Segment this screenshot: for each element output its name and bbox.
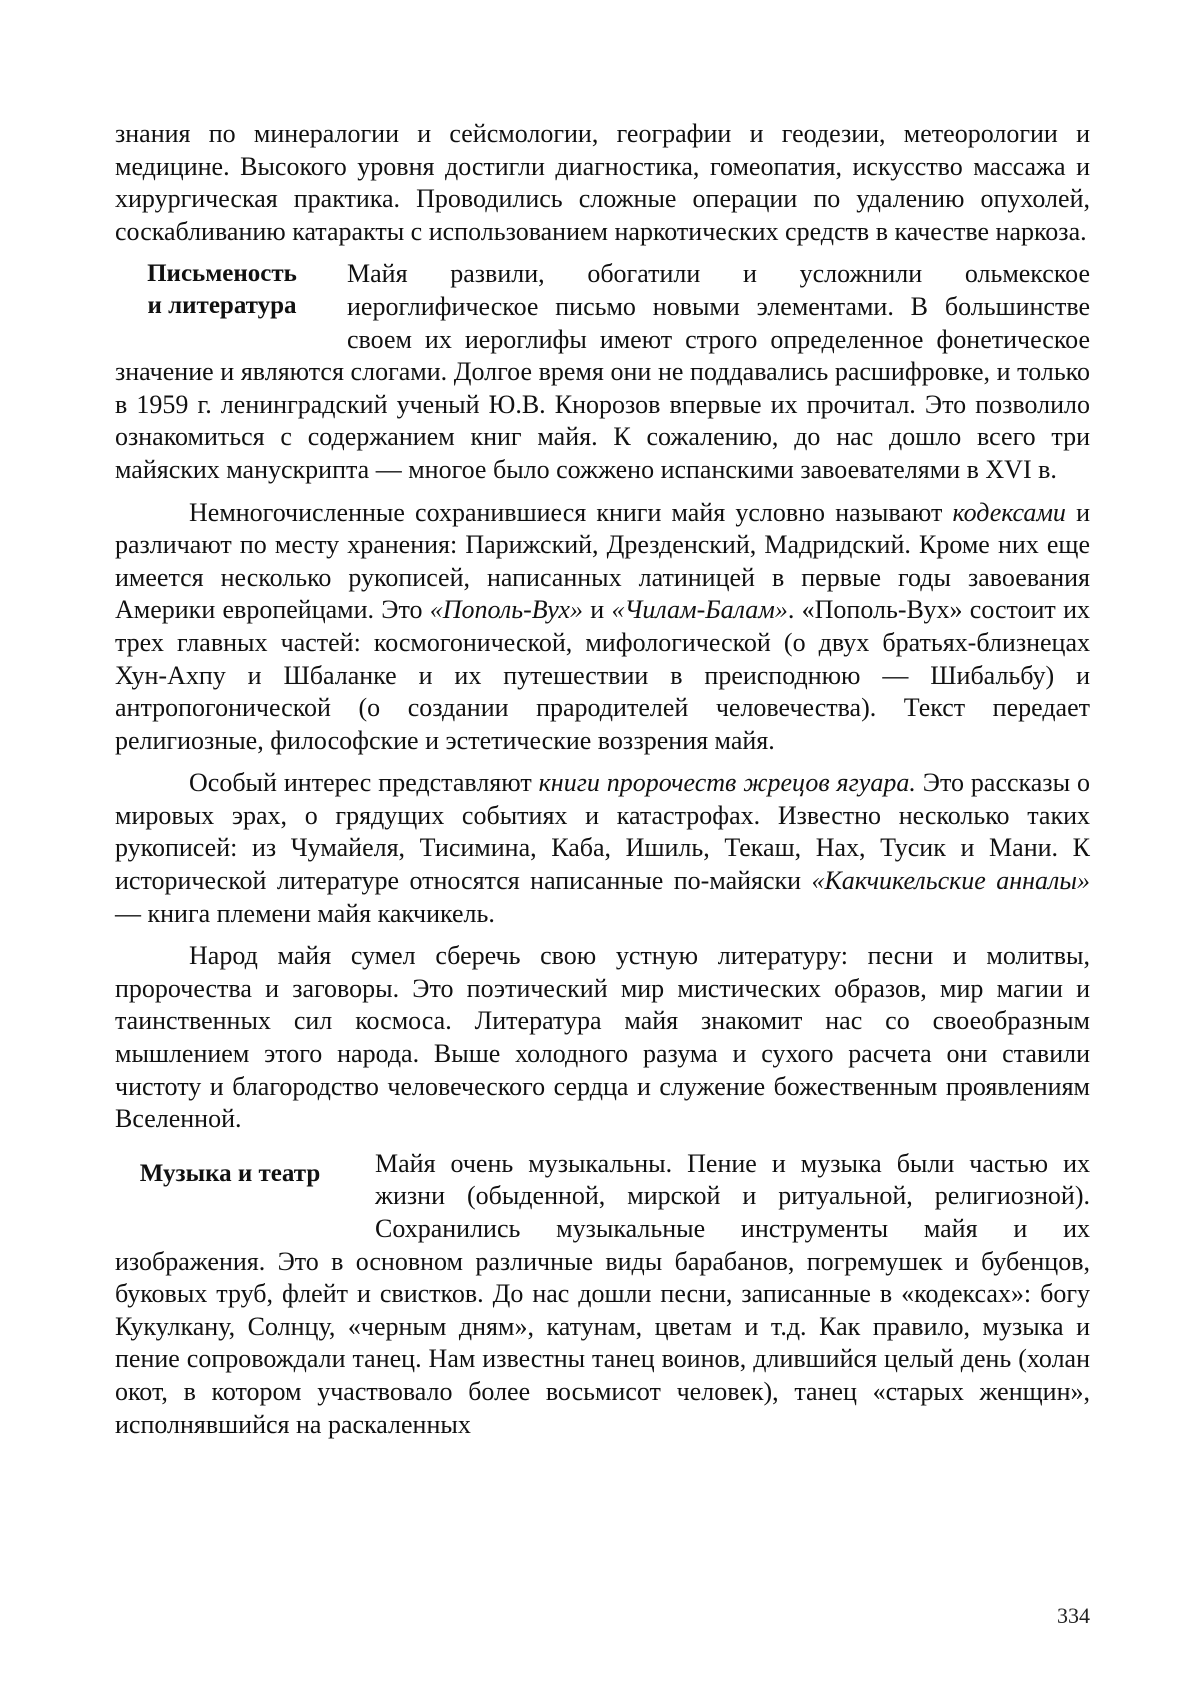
- term-jaguar-prophecies: книги пророчеств жрецов ягуара.: [538, 768, 916, 798]
- paragraph-writing-2: [115, 497, 1090, 758]
- page-number: 334: [1057, 1603, 1090, 1628]
- paragraph-writing-3-text-1: Особый интерес представляют: [189, 768, 539, 798]
- paragraph-writing-1: Майя развили, обогатили и усложнили ольмекское иероглифическое письмо новыми элементами. В большинстве своем их иероглифы имеют строго определенное фонетическое значение и являются слогами. Долгое время они не поддавались расшифровке, и только в 1959 г. ленинградский ученый Ю.В. Кнорозов впервые их прочитал. Это позволило ознакомиться с содержанием книг майя. К сожалению, до нас дошло всего три майяских манускрипта — многое было сожжено испанскими завоевателями в XVI в.: [115, 259, 1090, 484]
- section-heading-writing-line-2: и литература: [147, 292, 297, 320]
- paragraph-intro: знания по минералогии и сейсмологии, географии и геодезии, метеорологии и медицине. Высокого уровня достигли диагностика, гомеопатия, искусство массажа и хирургическая практика. Проводились сложные операции по удалению опухолей, соскабливанию катаракты с использованием наркотических средств в качестве наркоза.: [115, 119, 1090, 246]
- paragraph-writing-4: Народ майя сумел сберечь свою устную литературу: песни и молитвы, пророчества и заговоры. Это поэтический мир мистических образов, мир магии и таинственных сил космоса. Литература майя знакомит нас со своеобразным мышлением этого народа. Выше холодного разума и сухого расчета они ставили чистоту и благородство человеческого сердца и служение божественным проявлениям Вселенной.: [115, 941, 1090, 1134]
- paragraph-writing-2-text-2: и различают по месту хранения: Парижский, Дрезденский, Мадридский. Кроме них еще имеется несколько рукописей, написанных латиницей в первые годы завоевания Америки европейцами. Это: [115, 497, 1090, 625]
- paragraph-writing-2-text-3: и: [582, 595, 612, 625]
- section-heading-writing: [115, 258, 329, 322]
- title-chilam-balam: «Чилам-Балам»: [611, 595, 788, 625]
- page-body: [115, 118, 1090, 1441]
- section-heading-music: Музыка и театр: [139, 1159, 321, 1187]
- term-codices: кодексами: [952, 497, 1066, 527]
- paragraph-writing-3-text-3: — книга племени майя какчикель.: [115, 898, 495, 928]
- paragraph-writing-2-text-4: . «Пополь-Вух» состоит их трех главных частей: космогонической, мифологической (о двух братьях-близнецах Хун-Ахпу и Шбаланке и их путешествии в преисподнюю — Шибальбу) и антропогонической (о создании прародителей человечества). Текст передает религиозные, философские и эстетические воззрения майя.: [115, 595, 1090, 755]
- paragraph-writing-3: [115, 767, 1090, 930]
- paragraph-music-1: Майя очень музыкальны. Пение и музыка были частью их жизни (обыденной, мирской и ритуальной, религиозной). Сохранились музыкальные инструменты майя и их изображения. Это в основном различные виды барабанов, погремушек и бубенцов, буковых труб, флейт и свистков. До нас дошли песни, записанные в «кодексах»: богу Кукулкану, Солнцу, «черным дням», катунам, цветам и т.д. Как правило, музыка и пение сопровождали танец. Нам известны танец воинов, длившийся целый день (холан окот, в котором участвовало более восьмисот человек), танец «старых женщин», исполнявшийся на раскаленных: [115, 1148, 1090, 1439]
- section-heading-writing-line-1: Письменость: [147, 260, 297, 288]
- title-popol-vuh: «Пополь-Вух»: [429, 595, 583, 625]
- paragraph-writing-2-text-1: Немногочисленные сохранившиеся книги майя условно называют: [189, 497, 953, 527]
- paragraph-writing-3-text-2: Это рассказы о мировых эрах, о грядущих событиях и катастрофах. Известно несколько таких рукописей: из Чумайеля, Тисимина, Каба, Ишиль, Текаш, Нах, Тусик и Мани. К исторической литературе относятся написанные по-майяски: [115, 768, 1090, 896]
- title-kaqchikel-annals: «Какчикельские анналы»: [811, 866, 1090, 896]
